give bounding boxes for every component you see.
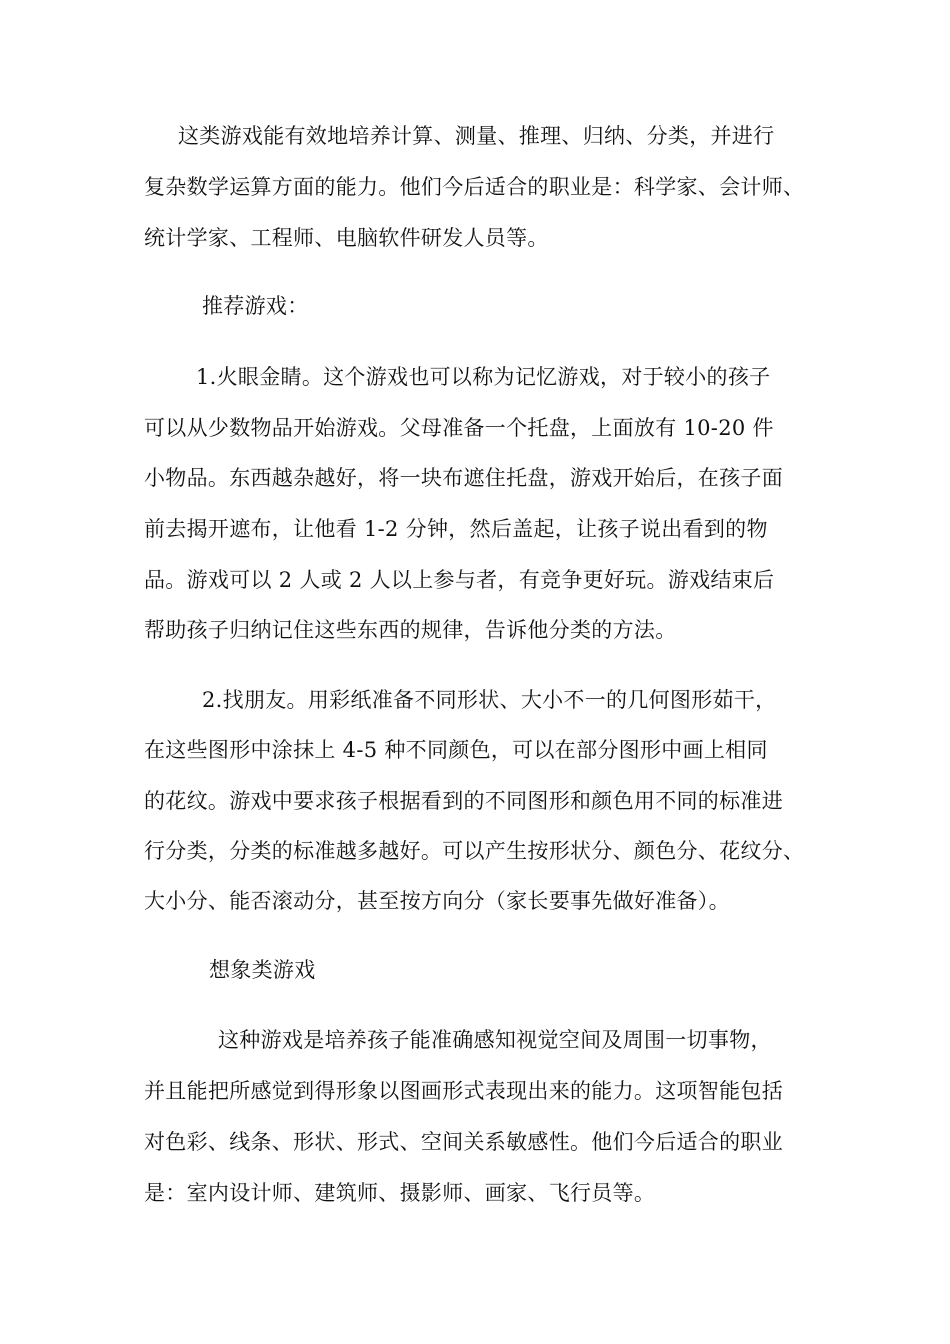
game-2-line-4: 行分类，分类的标准越多越好。可以产生按形状分、颜色分、花纹分、	[144, 839, 805, 863]
imagination-games-heading: 想象类游戏	[209, 958, 316, 982]
game-2-line-2: 在这些图形中涂抹上 4-5 种不同颜色，可以在部分图形中画上相同	[144, 738, 768, 762]
recommended-games-heading: 推荐游戏：	[202, 294, 309, 318]
game-1-line-2: 可以从少数物品开始游戏。父母准备一个托盘，上面放有 10-20 件	[144, 416, 774, 440]
paragraph-2-line-3: 对色彩、线条、形状、形式、空间关系敏感性。他们今后适合的职业	[144, 1130, 783, 1154]
paragraph-1-line-2: 复杂数学运算方面的能力。他们今后适合的职业是：科学家、会计师、	[144, 175, 805, 199]
paragraph-1-line-3: 统计学家、工程师、电脑软件研发人员等。	[144, 226, 549, 250]
game-2-line-1: 2.找朋友。用彩纸准备不同形状、大小不一的几何图形茹干，	[202, 688, 777, 712]
paragraph-1-line-1: 这类游戏能有效地培养计算、测量、推理、归纳、分类，并进行	[178, 124, 775, 148]
game-2-line-5: 大小分、能否滚动分，甚至按方向分（家长要事先做好准备）。	[144, 889, 730, 913]
game-1-line-3: 小物品。东西越杂越好，将一块布遮住托盘，游戏开始后，在孩子面	[144, 466, 783, 490]
game-2-line-3: 的花纹。游戏中要求孩子根据看到的不同图形和颜色用不同的标准进	[144, 789, 783, 813]
paragraph-2-line-2: 并且能把所感觉到得形象以图画形式表现出来的能力。这项智能包括	[144, 1079, 783, 1103]
game-1-line-4: 前去揭开遮布，让他看 1-2 分钟，然后盖起，让孩子说出看到的物	[144, 517, 768, 541]
game-1-line-1: 1.火眼金睛。这个游戏也可以称为记忆游戏，对于较小的孩子	[196, 365, 771, 389]
paragraph-2-line-4: 是：室内设计师、建筑师、摄影师、画家、飞行员等。	[144, 1181, 656, 1205]
paragraph-2-line-1: 这种游戏是培养孩子能准确感知视觉空间及周围一切事物，	[218, 1028, 772, 1052]
game-1-line-5: 品。游戏可以 2 人或 2 人以上参与者，有竞争更好玩。游戏结束后	[144, 568, 775, 592]
game-1-line-6: 帮助孩子归纳记住这些东西的规律，告诉他分类的方法。	[144, 618, 677, 642]
